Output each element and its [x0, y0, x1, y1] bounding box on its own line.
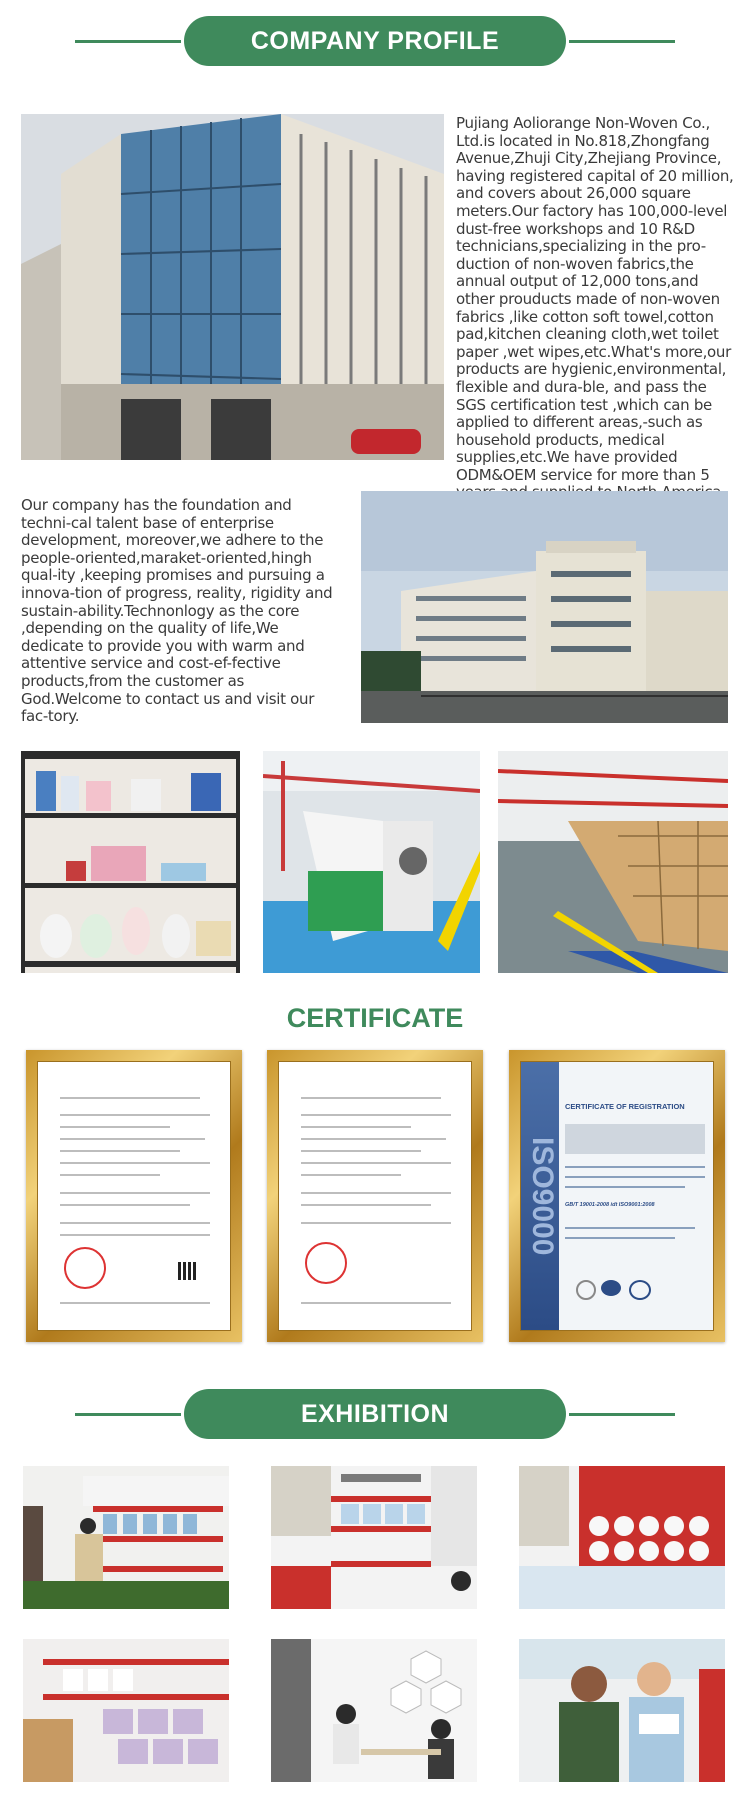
red-stamp-icon — [64, 1247, 106, 1289]
exhibition-photo-2 — [271, 1466, 477, 1609]
qr-code-icon — [178, 1262, 196, 1280]
company-philosophy-text: Our company has the foundation and techni-cal talent base of enterprise development, moreover,we adhere to the people-oriented,maraket-oriented,hingh qual-ity ,keeping promises and pursuing a innova-tion of progress, reality, rigidity and sustain-ability.Technonlogy as the core ,depending on the quality of life,We dedicate to provide you with warm and attentive service and cost-ef-fective products,from the customer as God.Welcome to contact us and visit our fac-tory. — [21, 496, 333, 726]
blurred-area — [565, 1124, 705, 1154]
company-intro-text: Pujiang Aoliorange Non-Woven Co., Ltd.is located in No.818,Zhongfang Avenue,Zhuji City,Zhejiang Province, having registered capital of 20 million, and covers about 26,000 square meters.Our factory has 100,000-level dust-free workshops and 10 R&D technicians,specializing in the pro-duction of non-woven fabrics,the annual output of 12,000 tons,and other prouducts made of non-woven fabrics ,like cotton soft towel,cotton pad,kitchen cleaning cloth,wet toilet paper ,wet wipes,etc.What's more,our products are hygienic,environmental, flexible and dura-ble, and pass the SGS certification test ,which can be applied to different areas,-such as household products, medical supplies,etc.We have provided ODM&OEM service for more than 5 — [456, 114, 734, 484]
office-building-photo — [21, 114, 444, 460]
warehouse-photo — [498, 751, 728, 973]
certificate-frame-2 — [267, 1050, 483, 1342]
product-shelf-photo — [21, 751, 240, 973]
certificate-frame-3 — [509, 1050, 725, 1342]
company-profile-heading — [0, 16, 750, 66]
exhibition-title: EXHIBITION — [184, 1389, 566, 1439]
certificate-frame-1 — [26, 1050, 242, 1342]
cnas-logo-icon — [629, 1280, 651, 1300]
iso-certificate-title: CERTIFICATE OF REGISTRATION — [565, 1102, 685, 1111]
heading-rule-left — [75, 1413, 181, 1416]
certificate-document-1 — [37, 1061, 231, 1331]
company-profile-title: COMPANY PROFILE — [184, 16, 566, 66]
iaf-logo-icon — [601, 1280, 621, 1296]
factory-exterior-photo — [361, 491, 728, 723]
certificate-document-2 — [278, 1061, 472, 1331]
production-machine-photo — [263, 751, 480, 973]
red-stamp-icon — [305, 1242, 347, 1284]
exhibition-photo-3 — [519, 1466, 725, 1609]
certificate-title: CERTIFICATE — [286, 1003, 464, 1033]
accreditation-logo-icon — [576, 1280, 596, 1300]
iso-strip-text: ISO9000 — [521, 1062, 559, 1330]
heading-rule-left — [75, 40, 181, 43]
heading-rule-right — [569, 1413, 675, 1416]
exhibition-photo-6 — [519, 1639, 725, 1782]
iso-standard-label: GB/T 19001-2008 idt ISO9001:2008 — [565, 1202, 655, 1208]
iso-certificate-document — [520, 1061, 714, 1331]
exhibition-heading — [0, 1389, 750, 1439]
exhibition-photo-5 — [271, 1639, 477, 1782]
exhibition-photo-4 — [23, 1639, 229, 1782]
heading-rule-right — [569, 40, 675, 43]
exhibition-photo-1 — [23, 1466, 229, 1609]
